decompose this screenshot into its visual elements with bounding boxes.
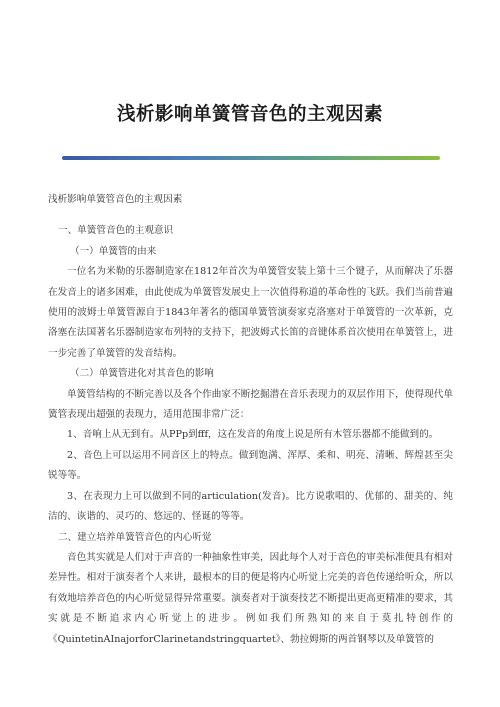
list-item-3: 3、在表现力上可以做到不同的articulation(发音)。比方说歌唱的、优郁的、甜美的、纯洁的、诙谐的、灵巧的、悠远的、怪诞的等等。: [48, 490, 453, 523]
document-title: 浅析影响单簧管音色的主观因素: [116, 104, 383, 125]
body-subtitle: 浅析影响单簧管音色的主观因素: [48, 194, 183, 205]
paragraph-evolution: 单簧管结构的不断完善以及各个作曲家不断挖掘潜在音乐表现力的双层作用下，使得现代单簧管表现出超强的表现力，适用范围非常广泛：: [48, 388, 453, 421]
document-body: [48, 190, 453, 650]
section-heading-1: 一、单簧管音色的主观意识: [58, 225, 174, 237]
paragraph-history: 一位名为米勒的乐器制造家在1812年首次为单簧管安装上第十三个键子，从而解决了乐器在发音上的诸多困难，由此使成为单簧管发展史上一次值得称道的革命性的飞跃。我们当前普遍使用的波姆士单簧管源自于1843年著名的德国单簧管演奏家克洛塞对于单簧管的一次革新，克洛塞在法国著名乐器制造家布列特的支持下，把波姆式长笛的音键体系首次使用在单簧管上，进一步完善了单簧管的发音结构。: [48, 266, 453, 359]
section-heading-2: 二、建立培养单簧管音色的内心听觉: [58, 531, 212, 543]
subsection-heading-1: （一）单簧管的由来: [70, 245, 157, 257]
paragraph-inner-hearing: 音色其实就是人们对于声音的一种抽象性审美，因此每个人对于音色的审美标准便具有相对差异性。相对于演奏者个人来讲，最根本的目的便是将内心听觉上完美的音色传递给听众，所以有效地培养音色的内心听觉显得异常重要。演奏者对于演奏技艺不断提出更高更精准的要求，其实就是不断追求内心听觉上的进步。例如我们所熟知的来自于莫扎特创作的《QuintetinAInajorforClarinetandstringquartet》、勃拉姆斯的两首钢琴以及单簧管的: [48, 551, 453, 645]
list-item-2: 2、音色上可以运用不同音区上的特点。做到饱满、浑厚、柔和、明亮、清晰、辉煌甚至尖锐等等。: [48, 449, 453, 482]
title-gradient-rule: [62, 156, 440, 160]
subsection-heading-2: （二）单簧管进化对其音色的影响: [70, 368, 214, 380]
list-item-1: 1、音响上从无到有。从PPp到fff，这在发音的角度上说是所有木管乐器都不能做到的。: [67, 429, 439, 441]
